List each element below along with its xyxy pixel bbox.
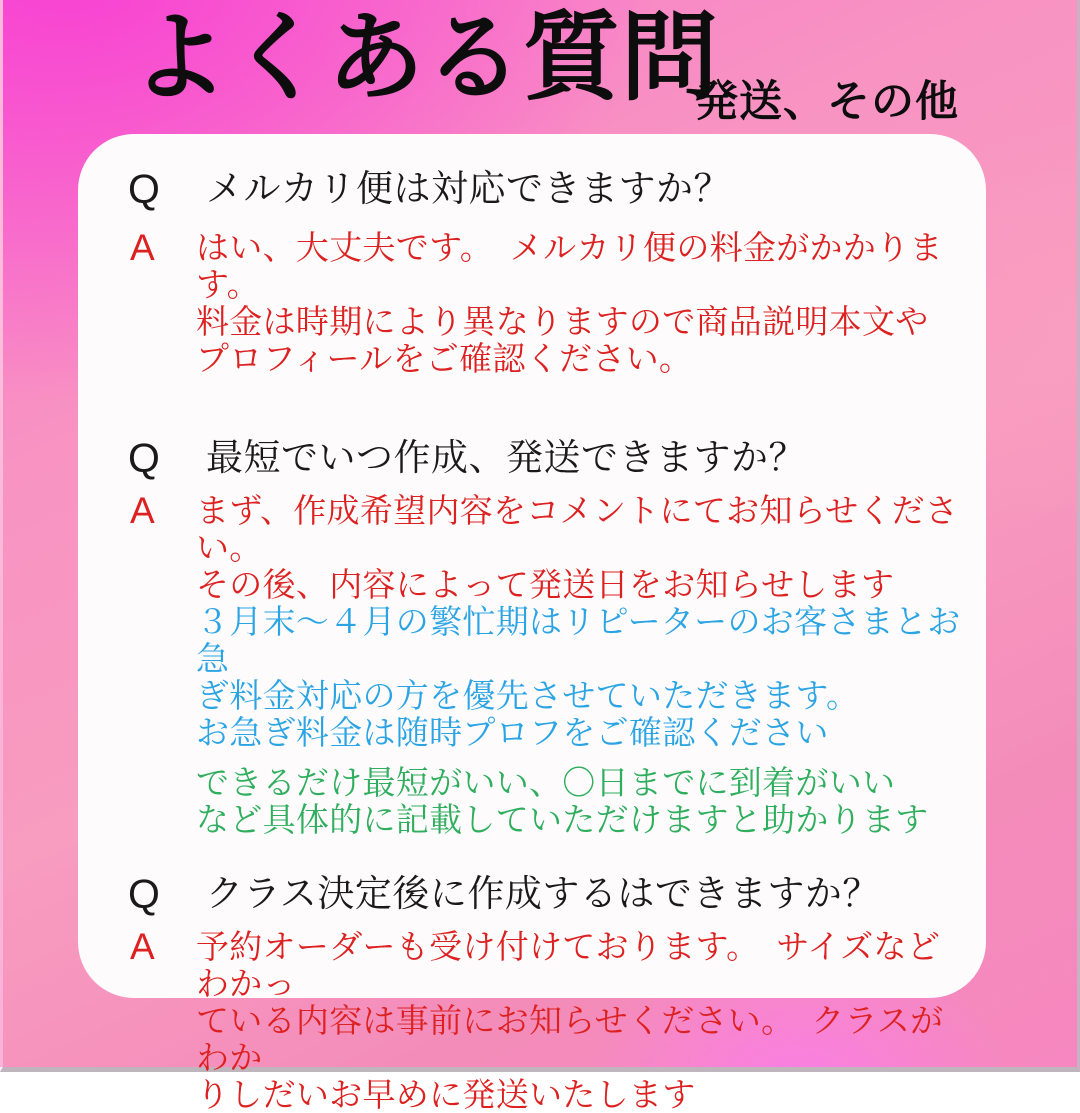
answer-segment-green	[196, 764, 966, 838]
answer-line: ぎ料金対応の方を優先させていただきます。	[196, 677, 860, 714]
page-title: よくある質問	[131, 3, 719, 112]
answer-line: まず、作成希望内容をコメントにてお知らせください。	[196, 492, 959, 566]
answer-line: できるだけ最短がいい、〇日までに到着がいい	[196, 764, 896, 801]
answer-line: りしだいお早めに発送いたします	[196, 1076, 696, 1113]
question-text: 最短でいつ作成、発送できますか？	[206, 437, 806, 478]
answer-line: はい、大丈夫です。 メルカリ便の料金がかかります。	[196, 229, 943, 303]
question-label: Q	[128, 166, 160, 212]
question-label: Q	[128, 435, 160, 481]
answer-lines	[196, 928, 986, 1113]
faq-block-reservation-order	[78, 869, 986, 1113]
answer-row	[78, 492, 986, 838]
page-subtitle: 発送、その他	[695, 78, 959, 126]
question-text: メルカリ便は対応できますか？	[206, 168, 731, 209]
answer-lines	[196, 229, 986, 377]
question-row	[78, 869, 986, 919]
question-label: Q	[128, 871, 160, 917]
answer-segment-red	[196, 492, 966, 603]
answer-line: 料金は時期により異なりますので商品説明本文や	[196, 303, 929, 340]
answer-line: ３月末〜４月の繁忙期はリピーターのお客さまとお急	[196, 603, 961, 677]
question-row	[78, 164, 986, 214]
answer-row	[78, 928, 986, 1113]
poster-header	[3, 0, 1077, 135]
answer-line: 予約オーダーも受け付けております。 サイズなどわかっ	[196, 928, 941, 1002]
answer-line: プロフィールをご確認ください。	[196, 340, 693, 377]
answer-label: A	[130, 227, 155, 268]
answer-line: など具体的に記載していただけますと助かります	[196, 801, 929, 838]
answer-line: その後、内容によって発送日をお知らせします	[196, 566, 895, 603]
faq-card	[78, 134, 986, 1113]
answer-row	[78, 229, 986, 377]
question-text: クラス決定後に作成するはできますか？	[206, 873, 880, 914]
faq-block-lead-time	[78, 433, 986, 838]
answer-lines	[196, 492, 986, 838]
answer-line: ている内容は事前にお知らせください。 クラスがわか	[196, 1002, 944, 1076]
answer-label: A	[130, 490, 155, 531]
answer-segment-blue	[196, 603, 966, 751]
answer-label: A	[130, 926, 155, 967]
faq-block-mercari-shipping	[78, 164, 986, 377]
question-row	[78, 433, 986, 483]
answer-line: お急ぎ料金は随時プロフをご確認ください	[196, 714, 829, 751]
